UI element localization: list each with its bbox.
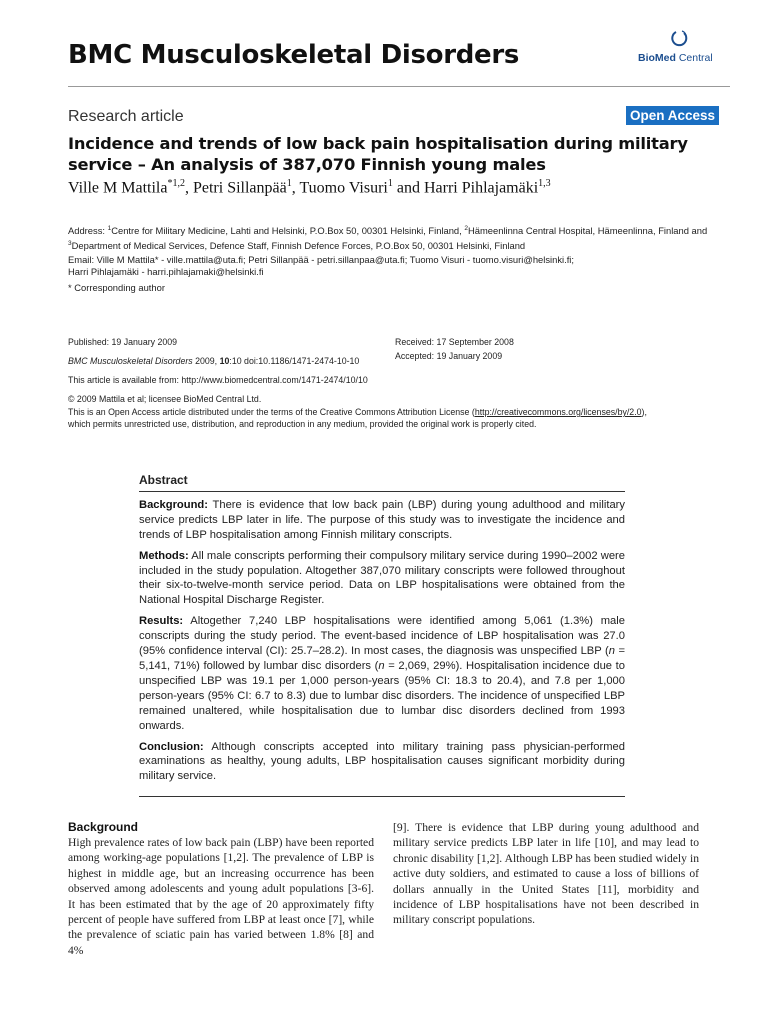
header-divider bbox=[68, 86, 730, 87]
author-affiliation: 1 bbox=[387, 178, 393, 189]
journal-title: BMC Musculoskeletal Disorders bbox=[68, 40, 520, 70]
biomed-logo-arc-icon bbox=[670, 30, 688, 48]
email-line[interactable]: Harri Pihlajamäki - harri.pihlajamaki@helsinki.fi bbox=[68, 266, 264, 277]
affiliation-number: 2 bbox=[464, 225, 468, 232]
author-affiliation: *1,2 bbox=[167, 178, 185, 189]
license-line-2: which permits unrestricted use, distribution, and reproduction in any medium, provided the original work is properly cited. bbox=[68, 419, 537, 429]
author-name[interactable]: Tuomo Visuri bbox=[299, 179, 388, 197]
abstract-box bbox=[139, 473, 625, 798]
affiliation-text: Hämeenlinna Central Hospital, Hämeenlinna, Finland and bbox=[467, 225, 708, 237]
author-name[interactable]: Harri Pihlajamäki bbox=[423, 179, 539, 197]
affiliation-text: Centre for Military Medicine, Lahti and Helsinki, P.O.Box 50, 00301 Helsinki, Finland, bbox=[111, 225, 465, 237]
affiliation-text: Department of Medical Services, Defence Staff, Finnish Defence Forces, P.O.Box 50, 00301 Helsinki, Finland bbox=[71, 239, 526, 251]
abstract-heading: Abstract bbox=[139, 473, 188, 487]
body-paragraph: [9]. There is evidence that LBP during young adulthood and military service predicts LBP later in life [10], and may lead to chronic disability [1,2]. Although LBP has been studied widely in active duty soldiers, and estimated to cause a loss of billions of dollars annually in the United States [11], morbidity and incidence of LBP hospitalisations have not been described in military conscript populations. bbox=[393, 821, 699, 927]
affiliations bbox=[68, 223, 734, 252]
abstract-text: = 5,141, 71%) followed by lumbar disc disorders ( bbox=[139, 645, 625, 672]
corresponding-author-note: * Corresponding author bbox=[68, 282, 165, 293]
body-column-right bbox=[393, 820, 699, 928]
section-heading: Background bbox=[68, 820, 139, 834]
abstract-label: Conclusion: bbox=[139, 740, 204, 753]
body-paragraph: High prevalence rates of low back pain (LBP) have been reported among working-age populations [1,2]. The prevalence of LBP is highest in middle age, but an increasing occurrence has been observed among adolescents and young adult populations [3-6]. It has been estimated that by the age of 20 approximately fifty percent of people have suffered from LBP at least once [7], while the prevalence of sciatic pain has varied between 1.8% [8] and 4% bbox=[68, 836, 374, 957]
author-affiliation: 1,3 bbox=[538, 178, 551, 189]
copyright: © 2009 Mattila et al; licensee BioMed Central Ltd. bbox=[68, 394, 262, 404]
article-url[interactable]: This article is available from: http://www.biomedcentral.com/1471-2474/10/10 bbox=[68, 375, 368, 385]
citation-year: 2009, bbox=[192, 356, 220, 366]
received-date: Received: 17 September 2008 bbox=[395, 337, 514, 347]
abstract-text: = 2,069, 29%). Hospitalisation incidence due to unspecified LBP was 19.1 per 1,000 person-years (95% CI: 18.3 to 20.4), and 7.8 per 1,000 person-years (95% CI: 6.7 to 8.3) due to lumbar disc disorders. The incidence of unspecified LBP remained unaltered, while hospitalisation due to lumbar disc disorders declined from 1993 onwards. bbox=[139, 659, 625, 732]
author-name[interactable]: Petri Sillanpää bbox=[192, 179, 287, 197]
affiliation-number: 1 bbox=[107, 225, 112, 232]
abstract-italic: n bbox=[378, 659, 385, 672]
license-text: ), bbox=[641, 407, 647, 417]
abstract-methods bbox=[139, 549, 625, 609]
published-date: Published: 19 January 2009 bbox=[68, 337, 178, 347]
author-separator: and bbox=[392, 179, 424, 197]
abstract-italic: n bbox=[608, 645, 615, 658]
citation-journal: BMC Musculoskeletal Disorders bbox=[68, 356, 193, 366]
author-emails bbox=[68, 254, 734, 278]
abstract-conclusion bbox=[139, 740, 625, 785]
citation bbox=[68, 356, 359, 366]
citation-doi[interactable]: :10 doi:10.1186/1471-2474-10-10 bbox=[229, 356, 360, 366]
biomed-central-logo bbox=[638, 30, 728, 70]
license-text: This is an Open Access article distributed under the terms of the Creative Commons Attribution License ( bbox=[68, 407, 475, 417]
email-line[interactable]: Email: Ville M Mattila* - ville.mattila@uta.fi; Petri Sillanpää - petri.sillanpaa@uta.fi; Tuomo Visuri - tuomo.visuri@helsinki.fi; bbox=[68, 254, 574, 265]
logo-wordmark bbox=[638, 52, 713, 64]
accepted-date: Accepted: 19 January 2009 bbox=[395, 351, 503, 361]
open-access-badge: Open Access bbox=[626, 106, 719, 125]
author-name[interactable]: Ville M Mattila bbox=[68, 179, 168, 197]
abstract-results bbox=[139, 614, 625, 733]
citation-volume: 10 bbox=[219, 356, 230, 366]
abstract-label: Background: bbox=[139, 498, 208, 511]
abstract-label: Methods: bbox=[139, 549, 189, 562]
body-column-left bbox=[68, 820, 374, 958]
abstract-label: Results: bbox=[139, 615, 184, 628]
author-separator: , bbox=[291, 179, 300, 197]
article-type: Research article bbox=[68, 108, 184, 125]
author-list bbox=[68, 178, 551, 197]
author-separator: , bbox=[184, 179, 193, 197]
abstract-bottom-rule bbox=[139, 796, 625, 797]
author-affiliation: 1 bbox=[286, 178, 292, 189]
abstract-top-rule bbox=[139, 491, 625, 492]
address-label: Address: bbox=[68, 225, 108, 237]
affiliation-number: 3 bbox=[68, 239, 72, 247]
license-link[interactable]: http://creativecommons.org/licenses/by/2.0 bbox=[474, 407, 642, 417]
abstract-background bbox=[139, 498, 625, 543]
abstract-text: Although conscripts accepted into military training pass physician-performed examinations as healthy, young adults, LBP hospitalisation causes significant morbidity during military service. bbox=[139, 740, 625, 783]
abstract-text: All male conscripts performing their compulsory military service during 1990–2002 were included in the study population. Altogether 387,070 military conscripts were followed throughout their six-to-twelve-month service period. Data on LBP hospitalisations were obtained from the National Hospital Discharge Register. bbox=[139, 549, 625, 607]
abstract-text: Altogether 7,240 LBP hospitalisations were identified among 5,061 (1.3%) male conscripts during the study period. The event-based incidence of LBP hospitalisation was 27.0 (95% confidence interval (CI): 25.7–28.2). In most cases, the diagnosis was unspecified LBP ( bbox=[139, 615, 625, 658]
logo-bio: BioMed bbox=[638, 52, 676, 64]
license-line bbox=[68, 407, 647, 417]
logo-central: Central bbox=[675, 52, 713, 64]
article-title: Incidence and trends of low back pain hospitalisation during military service – An analysis of 387,070 Finnish young males bbox=[68, 134, 688, 174]
abstract-text: There is evidence that low back pain (LBP) during young adulthood and military service predicts LBP later in life. The purpose of this study was to investigate the incidence and trends of LBP hospitalisation among Finnish military conscripts. bbox=[139, 498, 625, 541]
